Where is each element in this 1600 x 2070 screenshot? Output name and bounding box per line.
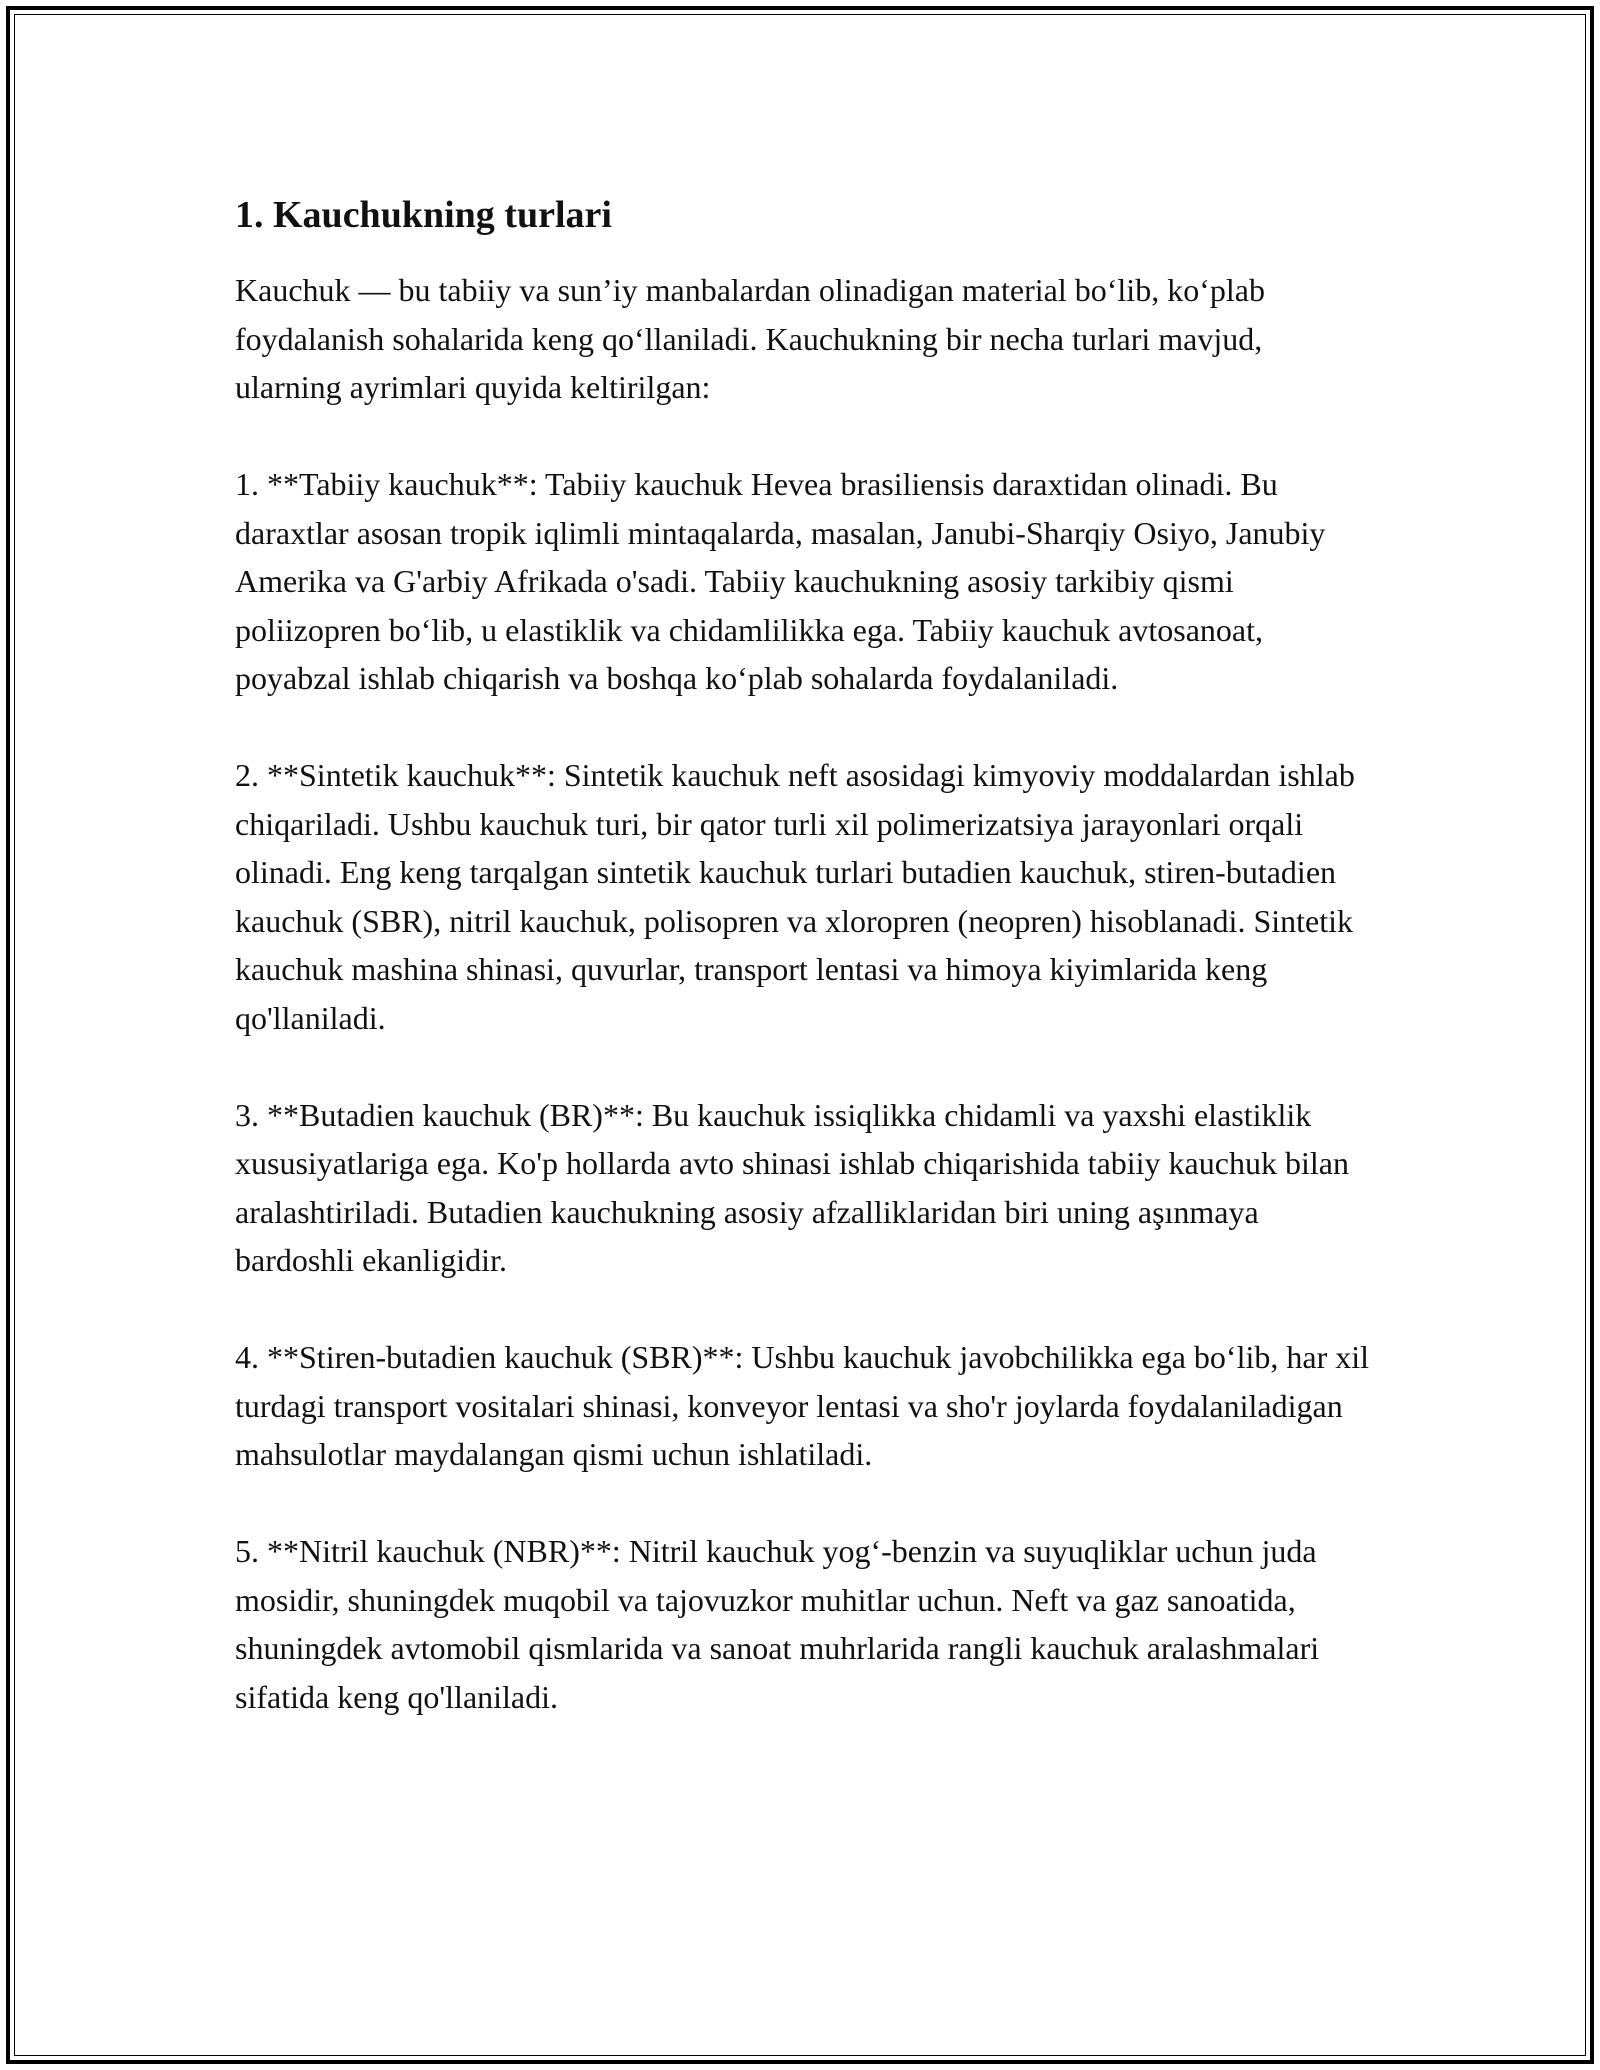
paragraph-natural-rubber: 1. **Tabiiy kauchuk**: Tabiiy kauchuk Hevea brasiliensis daraxtidan olinadi. Bu daraxtlar asosan tropik iqlimli mintaqalarda, masalan, Janubi-Sharqiy Osiyo, Janubiy Amerika va G'arbiy Afrikada o'sadi. Tabiiy kauchukning asosiy tarkibiy qismi poliizopren bo‘lib, u elastiklik va chidamlilikka ega. Tabiiy kauchuk avtosanoat, poyabzal ishlab chiqarish va boshqa ko‘plab sohalarda foydalaniladi. [235,466,1326,696]
paragraph-synthetic-rubber: 2. **Sintetik kauchuk**: Sintetik kauchuk neft asosidagi kimyoviy moddalardan ishlab chiqariladi. Ushbu kauchuk turi, bir qator turli xil polimerizatsiya jarayonlari orqali olinadi. Eng keng tarqalgan sintetik kauchuk turlari butadien kauchuk, stiren-butadien kauchuk (SBR), nitril kauchuk, polisopren va xloropren (neopren) hisoblanadi. Sintetik kauchuk mashina shinasi, quvurlar, transport lentasi va himoya kiyimlarida keng qo'llaniladi. [235,757,1355,1036]
document-title: 1. Kauchukning turlari [235,194,612,236]
document-body [235,190,1375,1770]
paragraph-intro: Kauchuk — bu tabiiy va sun’iy manbalardan olinadigan material bo‘lib, ko‘plab foydalanish sohalarida keng qo‘llaniladi. Kauchukning bir necha turlari mavjud, ularning ayrimlari quyida keltirilgan: [235,272,1265,405]
paragraph-sbr-rubber: 4. **Stiren-butadien kauchuk (SBR)**: Ushbu kauchuk javobchilikka ega bo‘lib, har xil turdagi transport vositalari shinasi, konveyor lentasi va sho'r joylarda foydalaniladigan mahsulotlar maydalangan qismi uchun ishlatiladi. [235,1339,1369,1472]
paragraph-nitrile-rubber: 5. **Nitril kauchuk (NBR)**: Nitril kauchuk yog‘-benzin va suyuqliklar uchun juda mosidir, shuningdek muqobil va tajovuzkor muhitlar uchun. Neft va gaz sanoatida, shuningdek avtomobil qismlarida va sanoat muhrlarida rangli kauchuk aralashmalari sifatida keng qo'llaniladi. [235,1533,1320,1715]
paragraph-butadiene-rubber: 3. **Butadien kauchuk (BR)**: Bu kauchuk issiqlikka chidamli va yaxshi elastiklik xususiyatlariga ega. Ko'p hollarda avto shinasi ishlab chiqarishida tabiiy kauchuk bilan aralashtiriladi. Butadien kauchukning asosiy afzalliklaridan biri uning aşınmaya bardoshli ekanligidir. [235,1096,1349,1278]
